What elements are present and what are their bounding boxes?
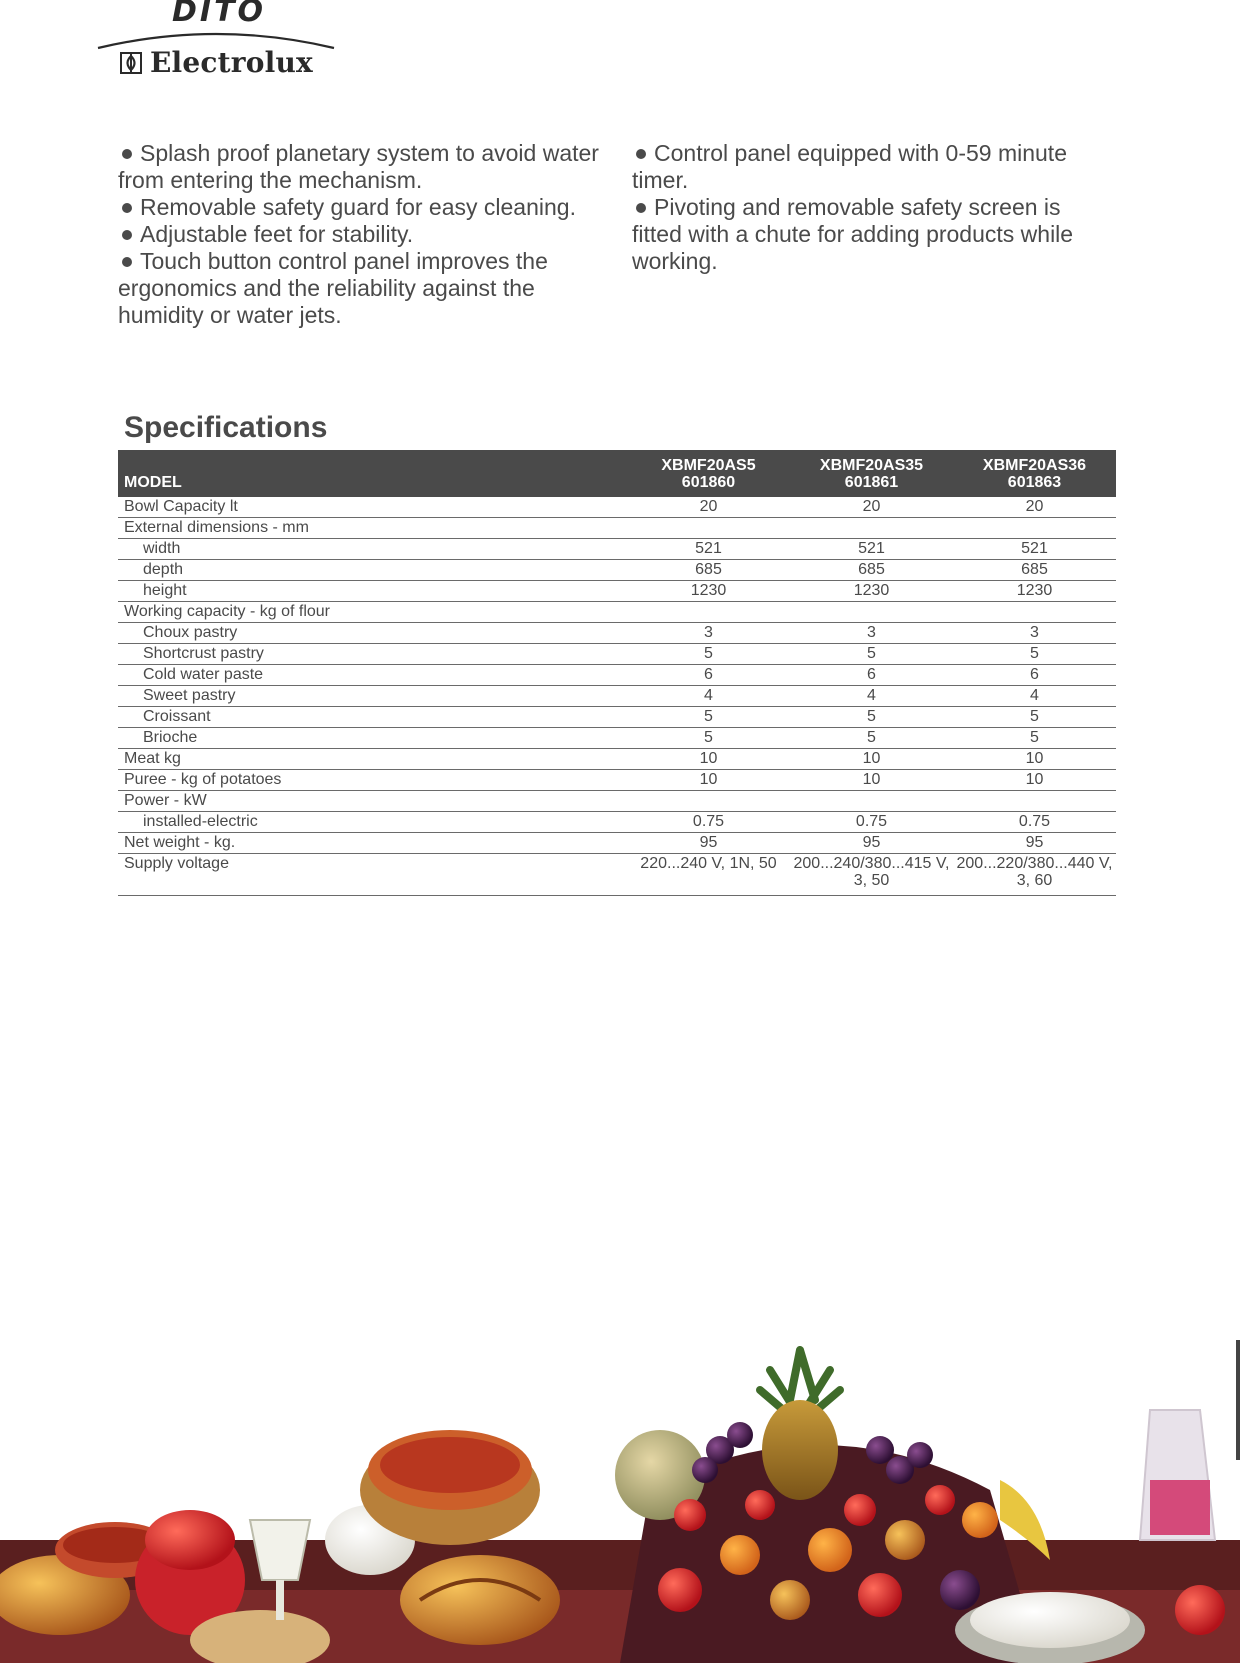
specifications-table [118,450,1116,896]
header-model-1: XBMF20AS5 601860 [627,450,790,497]
table-row: Sweet pastry 4 4 4 [118,686,1116,707]
brand-sub-name: DITO [172,0,267,29]
feature-column-left [118,140,600,329]
bullet-icon [636,149,646,159]
table-row: installed-electric 0.75 0.75 0.75 [118,812,1116,833]
table-row: Supply voltage 220...240 V, 1N, 50 200...240/380...415 V, 3, 50 200...220/380...440 V, 3, 60 [118,854,1116,896]
table-row: width 521 521 521 [118,539,1116,560]
table-row: Net weight - kg. 95 95 95 [118,833,1116,854]
brand-name: Electrolux [150,46,313,79]
table-row: Cold water paste 6 6 6 [118,665,1116,686]
table-row: Shortcrust pastry 5 5 5 [118,644,1116,665]
header-model-3: XBMF20AS36 601863 [953,450,1116,497]
electrolux-mark-icon [120,52,142,74]
table-row: Choux pastry 3 3 3 [118,623,1116,644]
table-row: Bowl Capacity lt 20 20 20 [118,497,1116,518]
table-row: Power - kW [118,791,1116,812]
pastry-fruit-photo [0,1340,1240,1663]
specifications-title: Specifications [124,411,328,444]
feature-column-right [632,140,1114,275]
feature-item: Splash proof planetary system to avoid water from entering the mechanism. [118,140,599,193]
feature-item: Touch button control panel improves the ergonomics and the reliability against the humidity or water jets. [118,248,548,328]
table-row: Croissant 5 5 5 [118,707,1116,728]
feature-item: Control panel equipped with 0-59 minute timer. [632,140,1067,193]
brand-logo [96,0,336,80]
bullet-icon [122,230,132,240]
brand-lockup [120,46,313,79]
table-row: Working capacity - kg of flour [118,602,1116,623]
bullet-icon [122,203,132,213]
table-row: Brioche 5 5 5 [118,728,1116,749]
feature-item: Pivoting and removable safety screen is fitted with a chute for adding products while working. [632,194,1074,274]
feature-item: Removable safety guard for easy cleaning. [118,194,600,221]
bullet-icon [122,149,132,159]
table-row: height 1230 1230 1230 [118,581,1116,602]
table-row: depth 685 685 685 [118,560,1116,581]
bullet-icon [122,257,132,267]
table-row: Puree - kg of potatoes 10 10 10 [118,770,1116,791]
feature-item: Adjustable feet for stability. [118,221,600,248]
header-model-label: MODEL [118,450,627,497]
table-header-row [118,450,1116,497]
bullet-icon [636,203,646,213]
header-model-2: XBMF20AS35 601861 [790,450,953,497]
table-row: External dimensions - mm [118,518,1116,539]
table-row: Meat kg 10 10 10 [118,749,1116,770]
